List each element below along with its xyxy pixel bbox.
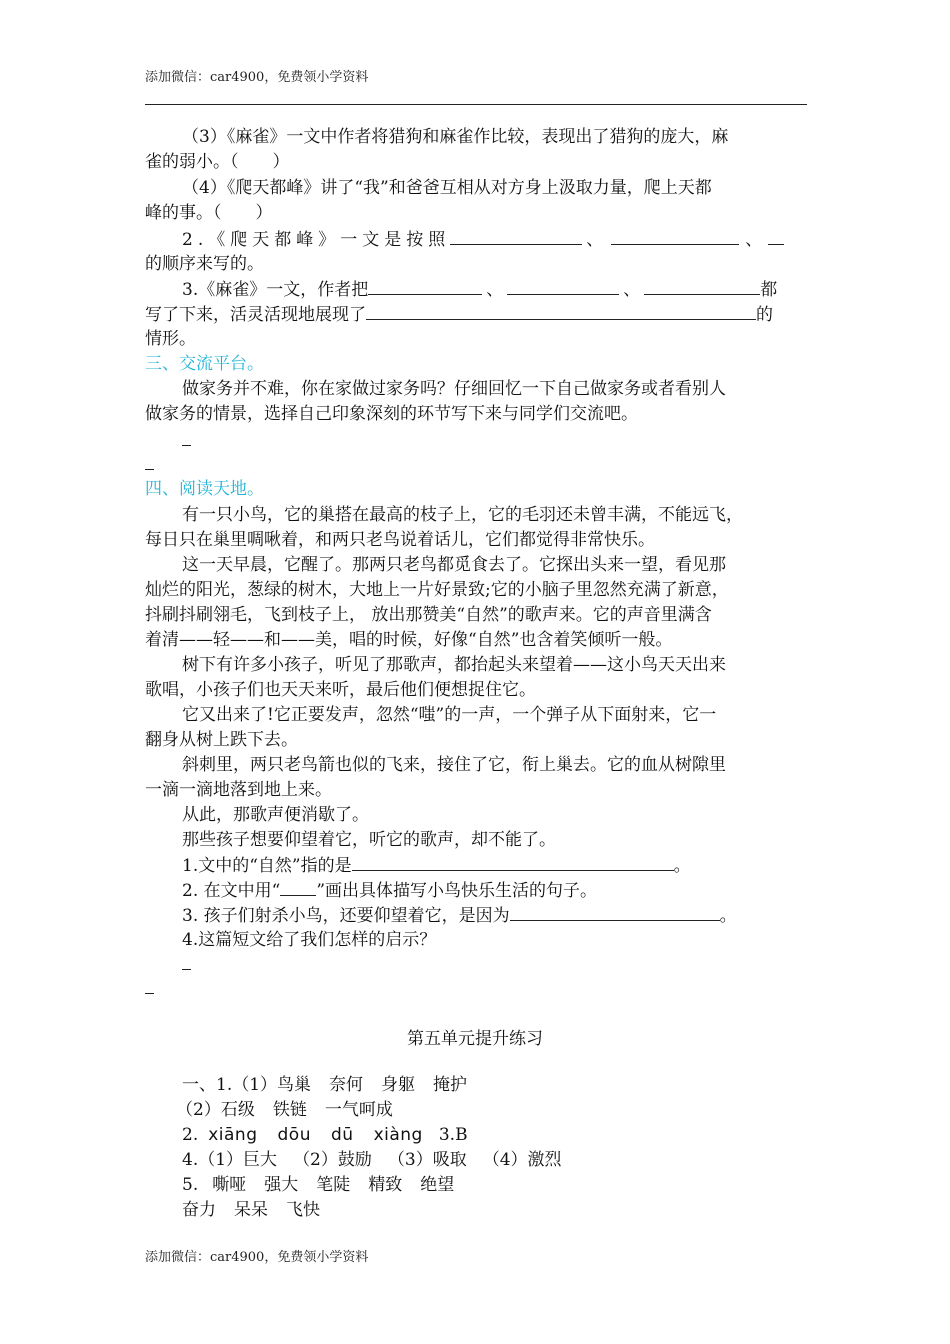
fill-q3-start-2: 写了下来，活灵活现地展现了 [145,305,366,325]
reading-q4: 4.这篇短文给了我们怎样的启示？ [182,930,437,950]
story-line: 有一只小鸟，它的巢搭在最高的枝子上，它的毛羽还未曾丰满，不能远飞， [182,505,743,525]
header-note: 添加微信：car4900，免费领小学资料 [145,70,369,85]
fill-q3-blank-3[interactable] [644,277,760,295]
story-line: 着清——轻——和——美，唱的时候，好像“自然”也含着笑倾听一般。 [145,630,673,650]
story-line: 从此，那歌声便消歇了。 [182,805,369,825]
reading-q1-text: 1.文中的“自然”指的是 [182,856,352,876]
story-line: 翻身从树上跌下去。 [145,730,298,750]
header-divider [145,104,807,105]
answer-word: 鸟巢 [277,1075,312,1095]
answer-word: 嘶哑 [212,1175,247,1195]
answer-word: 精致 [368,1175,403,1195]
fill-q3-sep-1: 、 [486,280,504,300]
reading-q2-end: ”画出具体描写小鸟快乐生活的句子。 [316,881,598,901]
answer-word: 石级 [220,1100,255,1120]
footer-note: 添加微信：car4900，免费领小学资料 [145,1250,369,1265]
judgement-q4-line1: （4）《爬天都峰》讲了“我”和爸爸互相从对方身上汲取力量，爬上天都 [182,178,712,198]
answer-1-2 [176,1098,393,1122]
answer-word: 身躯 [381,1075,416,1095]
answer-word: 奈何 [329,1075,364,1095]
answer-pinyin: dōu [277,1125,311,1145]
story-line: 每日只在巢里啁啾着，和两只老鸟说着话儿，它们都觉得非常快乐。 [145,530,655,550]
fill-q3-blank-2[interactable] [507,277,619,295]
reading-q1 [182,853,691,878]
story-line: 那些孩子想要仰望着它，听它的歌声，却不能了。 [182,830,556,850]
answer-pinyin: dū [330,1125,354,1145]
answer-word: 掩护 [433,1075,468,1095]
answer-word: （2）鼓励 [293,1150,372,1170]
answer-4 [182,1148,562,1172]
story-line: 斜刺里，两只老鸟箭也似的飞来，接住了它，衔上巢去。它的血从树隙里 [182,755,726,775]
answer-4-prefix: 4. [182,1150,199,1170]
fill-q2-blank-2[interactable] [611,227,739,245]
answer-2 [182,1123,468,1147]
answer-word: 飞快 [286,1200,320,1220]
section3-heading: 三、交流平台。 [145,354,264,374]
reading-q2-blank[interactable] [280,878,316,896]
reading-q1-blank[interactable] [352,853,674,871]
answer-1-1 [182,1073,467,1097]
answer-5-prefix: 5. [182,1175,199,1195]
answer-line-mark[interactable] [145,993,154,994]
reading-q1-end: 。 [673,856,691,876]
answer-word: 呆呆 [234,1200,268,1220]
answer-3: 3.B [438,1125,468,1145]
fill-q2-blank-3[interactable] [768,227,784,245]
section3-paragraph-1: 做家务并不难，你在家做过家务吗？仔细回忆一下自己做家务或者看别人 [182,379,726,399]
story-line: 树下有许多小孩子，听见了那歌声，都抬起头来望着——这小鸟天天出来 [182,655,726,675]
reading-q2-text: 2. 在文中用“ [182,881,281,901]
answer-word: （3）吸取 [387,1150,467,1170]
answer-word: （4）激烈 [482,1150,562,1170]
story-line: 灿烂的阳光，葱绿的树木，大地上一片好景致;它的小脑子里忽然充满了新意， [145,580,729,600]
answer-line-mark[interactable] [182,969,191,970]
answer-word: 一气呵成 [324,1100,393,1120]
answer-5 [182,1173,454,1197]
story-line: 一滴一滴地落到地上来。 [145,780,332,800]
answer-line-mark[interactable] [182,445,191,446]
answer-1-2-prefix: （2） [176,1100,221,1120]
answer-word: 奋力 [182,1200,216,1220]
judgement-q4-line2: 峰的事。（ ） [145,203,273,223]
reading-q2 [182,878,597,903]
fill-q2-sep-1: 、 [586,230,604,250]
answer-1-prefix: 一、1.（1） [182,1075,278,1095]
answer-word: 强大 [264,1175,299,1195]
fill-q2-text: 2.《爬天都峰》一文是按照 [182,230,451,250]
fill-q2-line2: 的顺序来写的。 [145,254,264,274]
story-line: 抖刷抖刷翎毛，飞到枝子上， 放出那赞美“自然”的歌声来。它的声音里满含 [145,605,712,625]
answer-pinyin: xiāng [208,1125,258,1145]
fill-q2-sep-2: 、 [745,230,763,250]
fill-q3-sep-2: 、 [623,280,641,300]
reading-q3 [182,903,737,928]
answer-word: 绝望 [420,1175,455,1195]
answer-2-prefix: 2. [182,1125,199,1145]
fill-q3-line1 [182,277,777,302]
answer-line-mark[interactable] [145,469,154,470]
fill-q3-line2 [145,302,773,327]
story-line: 它又出来了!它正要发声，忽然“嗤”的一声，一个弹子从下面射来，它一 [182,705,717,725]
judgement-q3-line2: 雀的弱小。（ ） [145,152,290,172]
answer-word: 笔陡 [316,1175,351,1195]
fill-q3-blank-1[interactable] [368,277,482,295]
fill-q3-end-1: 都 [760,280,778,300]
judgement-q3-line1: （3）《麻雀》一文中作者将猎狗和麻雀作比较，表现出了猎狗的庞大，麻 [182,127,729,147]
story-line: 这一天早晨，它醒了。那两只老鸟都觅食去了。它探出头来一望，看见那 [182,555,726,575]
fill-q2-blank-1[interactable] [450,227,582,245]
answer-pinyin: xiàng [373,1125,423,1145]
section3-paragraph-2: 做家务的情景，选择自己印象深刻的环节写下来与同学们交流吧。 [145,404,638,424]
answer-word: （1）巨大 [198,1150,278,1170]
reading-q3-text: 3. 孩子们射杀小鸟，还要仰望着它，是因为 [182,906,510,926]
answer-5-continued [182,1198,320,1222]
fill-q3-text: 3.《麻雀》一文，作者把 [182,280,369,300]
fill-q3-line3: 情形。 [145,329,196,349]
answer-word: 铁链 [272,1100,307,1120]
reading-q3-blank[interactable] [510,903,720,921]
fill-q2-line1 [182,227,784,252]
story-line: 歌唱，小孩子们也天天来听，最后他们便想捉住它。 [145,680,536,700]
answer-key-title: 第五单元提升练习 [407,1029,543,1049]
fill-q3-blank-4[interactable] [366,302,756,320]
section4-heading: 四、阅读天地。 [145,479,264,499]
fill-q3-end-2: 的 [756,305,773,325]
reading-q3-end: 。 [719,906,737,926]
